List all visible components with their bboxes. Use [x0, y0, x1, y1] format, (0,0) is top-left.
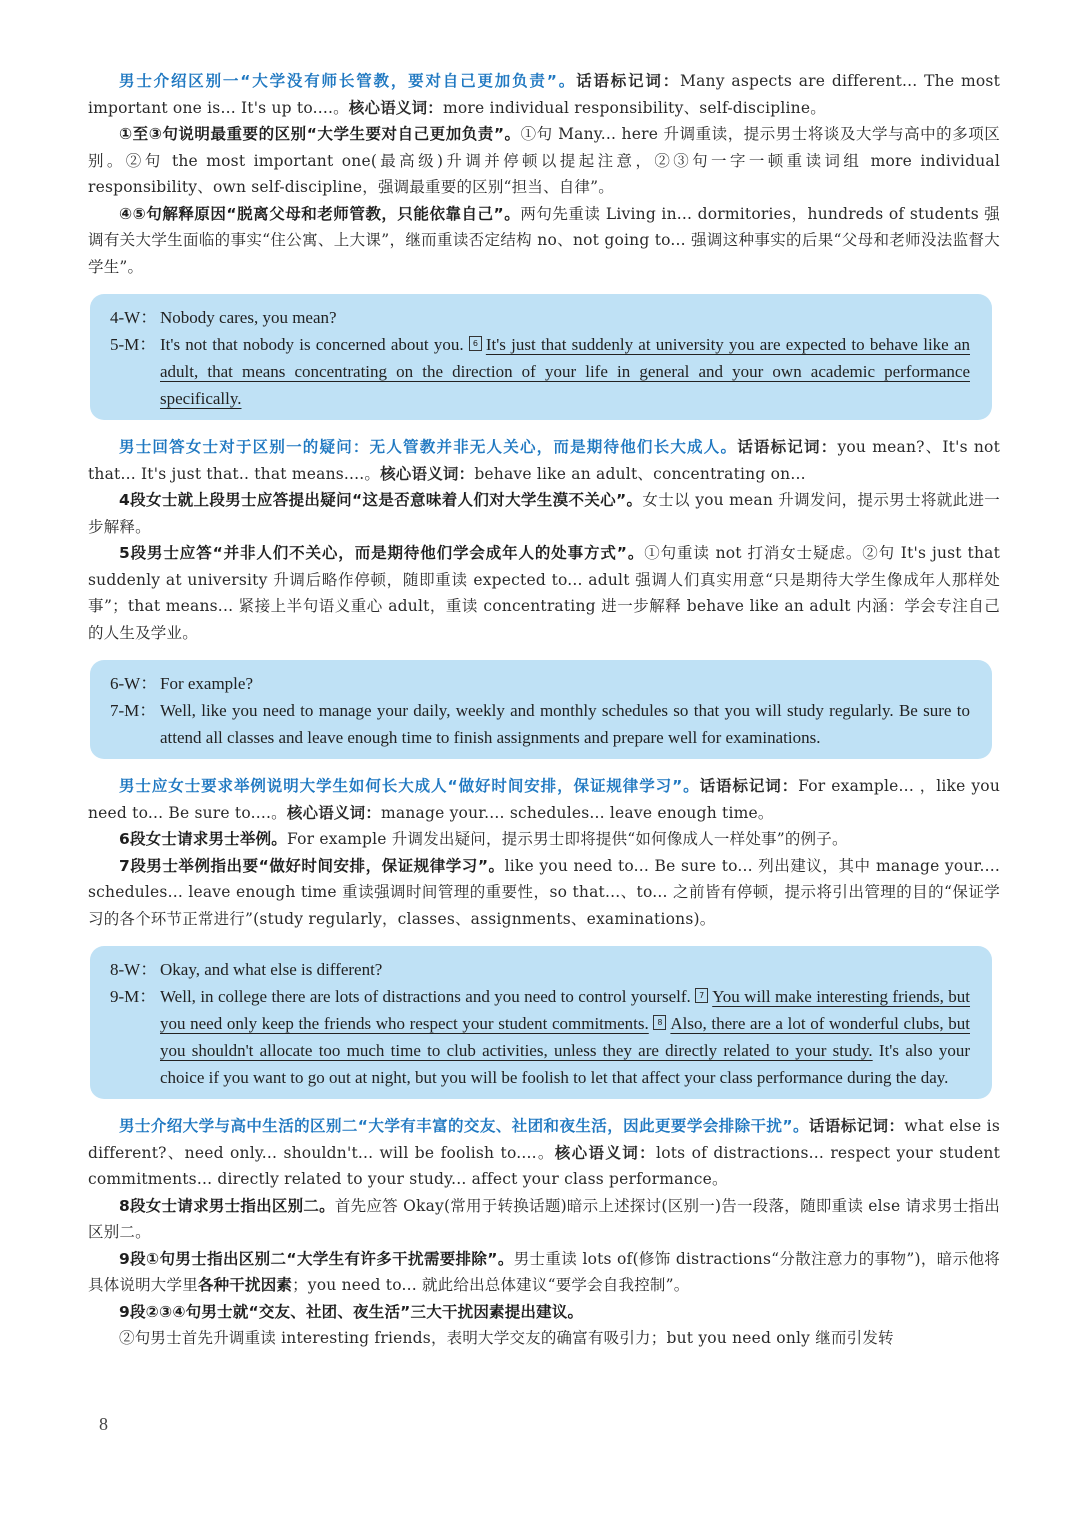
section3-analysis-1: 6段女士请求男士举例。For example 升调发出疑问，提示男士即将提供“如何像成人一样处事”的例子。	[119, 830, 848, 848]
dialogue-box-1	[90, 294, 992, 420]
section2-summary: 男士回答女士对于区别一的疑问：无人管教并非无人关心，而是期待他们长大成人。话语标记词：you mean?、It's not that... It's just that.. that means....。核心语义词：behave like an adult、concentrating on...	[88, 438, 1001, 483]
key-sentence-underlined: You will make interesting friends, but you need only keep the friends who respect your student commitments.	[160, 987, 971, 1033]
key-sentence-underlined: Also, there are a lot of wonderful clubs, but you shouldn't allocate too much time to club activities, unless they are directly related to your study.	[160, 1014, 970, 1060]
section3-summary: 男士应女士要求举例说明大学生如何长大成人“做好时间安排，保证规律学习”。话语标记词：For example... ，like you need to... Be sure to....。核心语义词：manage your.... schedules... leave enough time。	[88, 777, 1001, 822]
dialogue-turn	[110, 304, 970, 331]
utterance: It's not that nobody is concerned about you. 6 It's just that suddenly at university you are expected to behave like an adult, that means concentrating on the direction of your life in general and your own academic performance specifically.	[160, 335, 970, 408]
key-sentence-underlined: It's just that suddenly at university you are expected to behave like an adult, that means concentrating on the direction of your life in general and your own academic performance specifically.	[160, 335, 970, 408]
section2-heading: 男士回答女士对于区别一的疑问：无人管教并非无人关心，而是期待他们长大成人。	[119, 438, 738, 456]
section4-heading: 男士介绍大学与高中生活的区别二“大学有丰富的交友、社团和夜生活，因此更要学会排除干扰”。	[119, 1117, 809, 1135]
speaker-label: 9-M：	[110, 987, 157, 1006]
utterance: For example?	[160, 674, 253, 693]
dialogue-turn	[110, 697, 970, 751]
dialogue-box-2	[90, 660, 992, 759]
speaker-label: 8-W：	[110, 960, 158, 979]
section3-analysis-2: 7段男士举例指出要“做好时间安排，保证规律学习”。like you need to... Be sure to... 列出建议，其中 manage your.... schedules... leave enough time 重读强调时间管理的重要性，so that...、to... 之前皆有停顿，提示将引出管理的目的“保证学习的各个环节正常进行”(study regularly，classes、assignments、examinations)。	[88, 856, 1000, 928]
section4-summary: 男士介绍大学与高中生活的区别二“大学有丰富的交友、社团和夜生活，因此更要学会排除干扰”。话语标记词：what else is different?、need only... shouldn't... will be foolish to....。核心语义词：lots of distractions... respect your student commitments... directly related to your study... affect your class performance。	[88, 1117, 1001, 1188]
section4-analysis-4: ②句男士首先升调重读 interesting friends，表明大学交友的确富有吸引力；but you need only 继而引发转	[119, 1329, 894, 1347]
utterance: Okay, and what else is different?	[160, 960, 383, 979]
section1-summary: 男士介绍区别一“大学没有师长管教，要对自己更加负责”。话语标记词：Many aspects are different... The most important one is... It's up to....。核心语义词：more individual responsibility、self-discipline。	[88, 72, 1000, 117]
section2-analysis-2: 5段男士应答“并非人们不关心，而是期待他们学会成年人的处事方式”。①句重读 not 打消女士疑虑。②句 It's just that suddenly at university 升调后略作停顿，随即重读 expected to... adult 强调人们真实用意“只是期待大学生像成年人那样处事”；that means... 紧接上半句语义重心 adult，重读 concentrating 进一步解释 behave like an adult 内涵：学会专注自己的人生及学业。	[88, 544, 1001, 642]
section4-analysis-3: 9段②③④句男士就“交友、社团、夜生活”三大干扰因素提出建议。	[119, 1302, 584, 1321]
speaker-label: 7-M：	[110, 701, 157, 720]
dialogue-turn	[110, 670, 970, 697]
utterance: Well, in college there are lots of distractions and you need to control yourself. 7 You will make interesting friends, but you need only keep the friends who respect your student commitments. 8 Also, there are a lot of wonderful clubs, but you shouldn't allocate too much time to club activities, unless they are directly related to your study. It's also your choice if you want to go out at night, but you will be foolish to let that affect your class performance during the day.	[160, 987, 971, 1087]
speaker-label: 5-M：	[110, 335, 157, 354]
section2-analysis-1: 4段女士就上段男士应答提出疑问“这是否意味着人们对大学生漠不关心”。女士以 you mean 升调发问，提示男士将就此进一步解释。	[88, 491, 1000, 536]
section1-analysis-1: ①至③句说明最重要的区别“大学生要对自己更加负责”。①句 Many... here 升调重读，提示男士将谈及大学与高中的多项区别。②句 the most important one(最高级)升调并停顿以提起注意，②③句一字一顿重读词组 more individual responsibility、own self-discipline，强调最重要的区别“担当、自律”。	[88, 125, 1000, 196]
dialogue-turn	[110, 983, 970, 1091]
speaker-label: 6-W：	[110, 674, 158, 693]
dialogue-turn	[110, 331, 970, 412]
page-content	[88, 68, 1000, 1352]
utterance: Nobody cares, you mean?	[160, 308, 337, 327]
utterance: Well, like you need to manage your daily, weekly and monthly schedules so that you will study regularly. Be sure to attend all classes and leave enough time to finish assignments and prepare well for examinations.	[160, 701, 970, 747]
section4-analysis-2: 9段①句男士指出区别二“大学生有许多干扰需要排除”。男士重读 lots of(修饰 distractions“分散注意力的事物”)，暗示他将具体说明大学里各种干扰因素；you need to... 就此给出总体建议“要学会自我控制”。	[88, 1249, 1001, 1294]
sentence-number-marker: 6	[469, 336, 482, 351]
speaker-label: 4-W：	[110, 308, 158, 327]
page-number: 8	[99, 1414, 108, 1434]
section4-analysis-1: 8段女士请求男士指出区别二。首先应答 Okay(常用于转换话题)暗示上述探讨(区别一)告一段落，随即重读 else 请求男士指出区别二。	[88, 1196, 1000, 1241]
dialogue-box-3	[90, 946, 992, 1099]
sentence-number-marker: 8	[653, 1015, 666, 1030]
section1-analysis-2: ④⑤句解释原因“脱离父母和老师管教，只能依靠自己”。两句先重读 Living in... dormitories，hundreds of students 强调有关大学生面临的事实“住公寓、上大课”，继而重读否定结构 no、not going to... 强调这种事实的后果“父母和老师没法监督大学生”。	[88, 204, 1001, 276]
section1-heading: 男士介绍区别一“大学没有师长管教，要对自己更加负责”。	[119, 72, 577, 90]
sentence-number-marker: 7	[695, 988, 708, 1003]
dialogue-turn	[110, 956, 970, 983]
section3-heading: 男士应女士要求举例说明大学生如何长大成人“做好时间安排，保证规律学习”。	[119, 777, 700, 795]
